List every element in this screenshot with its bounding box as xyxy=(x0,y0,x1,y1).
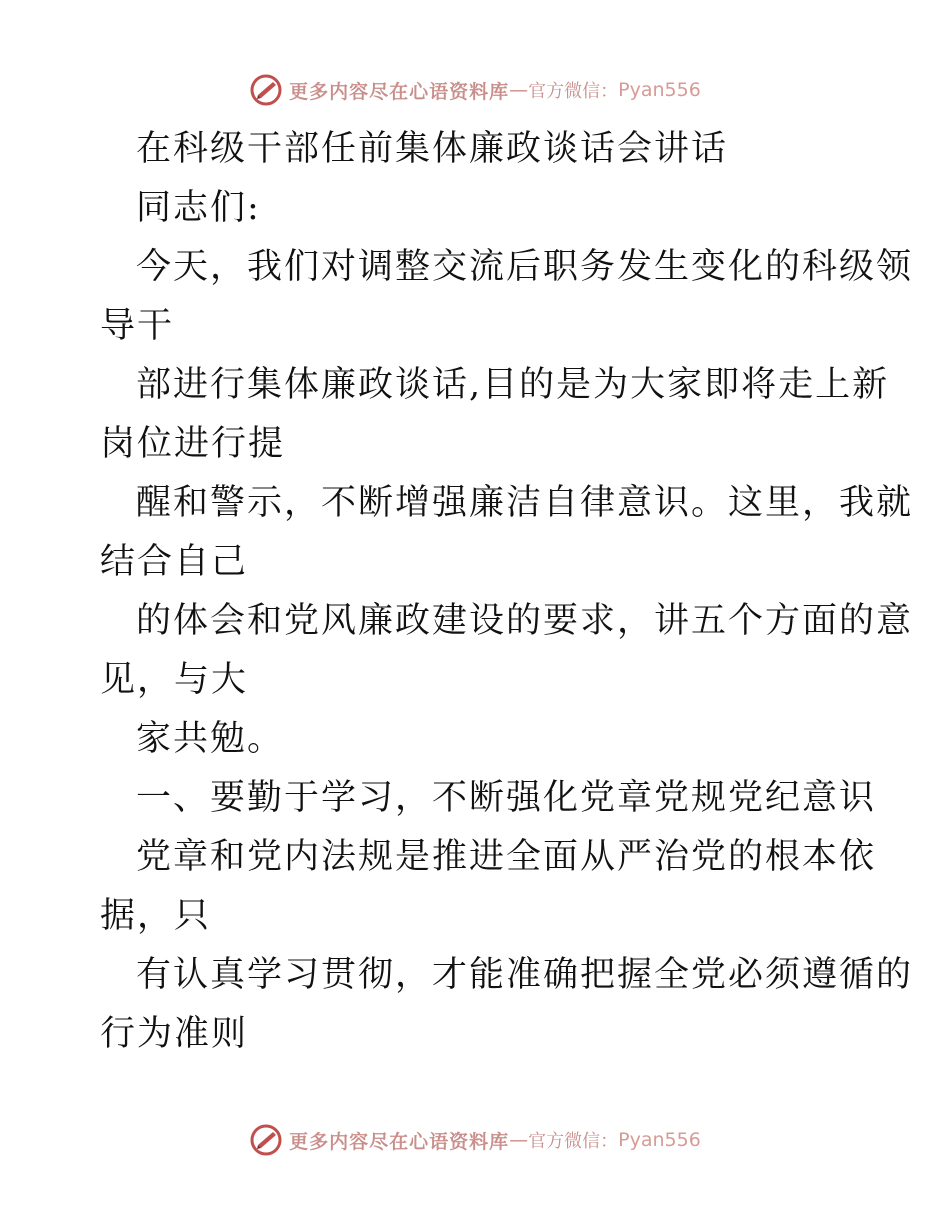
watermark-sub-text: 官方微信： xyxy=(528,81,619,102)
document-title: 在科级干部任前集体廉政谈话会讲话 xyxy=(136,129,729,169)
brand-logo-icon xyxy=(249,1123,283,1157)
watermark-wechat-id: Pyan556 xyxy=(618,79,701,101)
text-line: 部进行集体廉政谈话,目的是为大家即将走上新 xyxy=(136,365,890,405)
watermark-dash: — xyxy=(509,1129,529,1151)
document-body xyxy=(100,120,914,1064)
brand-logo-icon xyxy=(249,73,283,107)
text-line: 据，只 xyxy=(100,896,212,936)
footer-watermark xyxy=(0,1120,950,1160)
text-line: 结合自己 xyxy=(100,542,249,582)
text-line: 的体会和党风廉政建设的要求，讲五个方面的意 xyxy=(136,601,914,641)
text-line: 家共勉。 xyxy=(136,719,285,759)
text-line: 行为准则 xyxy=(100,1014,249,1054)
section-heading: 一、要勤于学习，不断强化党章党规党纪意识 xyxy=(136,778,877,818)
watermark-main-text: 更多内容尽在心语资料库 xyxy=(289,1130,510,1153)
header-watermark xyxy=(0,70,950,110)
text-line: 党章和党内法规是推进全面从严治党的根本依 xyxy=(136,837,877,877)
text-line: 见，与大 xyxy=(100,660,249,700)
text-line: 岗位进行提 xyxy=(100,424,286,464)
watermark-sub-text: 官方微信： xyxy=(528,1131,619,1152)
salutation: 同志们: xyxy=(136,188,261,228)
watermark-wechat-id: Pyan556 xyxy=(618,1129,701,1151)
text-line: 醒和警示，不断增强廉洁自律意识。这里，我就 xyxy=(136,483,914,523)
text-line: 导干 xyxy=(100,306,175,346)
watermark-dash: — xyxy=(509,79,529,101)
text-line: 今天，我们对调整交流后职务发生变化的科级领 xyxy=(136,247,914,287)
text-line: 有认真学习贯彻，才能准确把握全党必须遵循的 xyxy=(136,955,914,995)
watermark-main-text: 更多内容尽在心语资料库 xyxy=(289,80,510,103)
